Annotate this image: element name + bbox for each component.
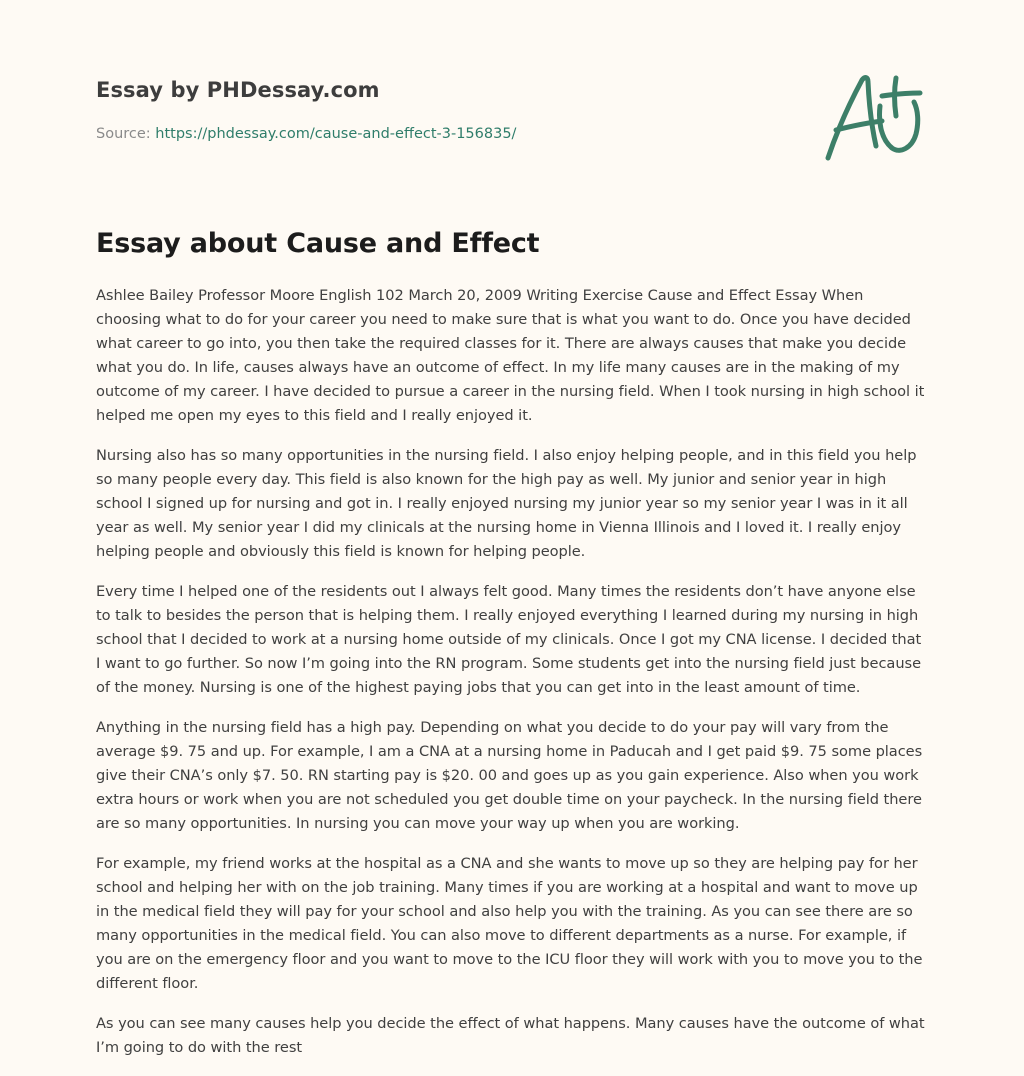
a-plus-logo-icon — [822, 66, 932, 166]
essay-paragraph: As you can see many causes help you decide the effect of what happens. Many causes have the outcome of what I’m going to do with the rest — [96, 1015, 925, 1056]
page-header — [96, 74, 936, 145]
essay-paragraph: For example, my friend works at the hospital as a CNA and she wants to move up so they are helping pay for her school and helping her with on the job training. Many times if you are working at a hospital and want to move up in the medical field they will pay for your school and also help you with the training. As you can see there are so many opportunities in the medical field. You can also move to different departments as a nurse. For example, if you are on the emergency floor and you want to move to the ICU floor they will work with you to move you to the different floor. — [96, 855, 923, 992]
source-line — [96, 123, 936, 145]
essay-body — [96, 284, 928, 1076]
site-title: Essay by PHDessay.com — [96, 78, 380, 102]
essay-paragraph: Anything in the nursing field has a high pay. Depending on what you decide to do your pay will vary from the average $9. 75 and up. For example, I am a CNA at a nursing home in Paducah and I get paid $9. 75 some places give their CNA’s only $7. 50. RN starting pay is $20. 00 and goes up as you gain experience. Also when you work extra hours or work when you are not scheduled you get double time on your paycheck. In the nursing field there are so many opportunities. In nursing you can move your way up when you are working. — [96, 719, 923, 832]
essay-paragraph: Nursing also has so many opportunities in the nursing field. I also enjoy helping people, and in this field you help so many people every day. This field is also known for the high pay as well. My junior and senior year in high school I signed up for nursing and got in. I really enjoyed nursing my junior year so my senior year I was in it all year as well. My senior year I did my clinicals at the nursing home in Vienna Illinois and I loved it. I really enjoy helping people and obviously this field is known for helping people. — [96, 447, 917, 560]
essay-title: Essay about Cause and Effect — [96, 228, 540, 259]
source-link[interactable]: https://phdessay.com/cause-and-effect-3-156835/ — [155, 126, 517, 142]
essay-paragraph: Every time I helped one of the residents out I always felt good. Many times the residents don’t have anyone else to talk to besides the person that is helping them. I really enjoyed everything I learned during my nursing in high school that I decided to work at a nursing home outside of my clinicals. Once I got my CNA license. I decided that I want to go further. So now I’m going into the RN program. Some students get into the nursing field just because of the money. Nursing is one of the highest paying jobs that you can get into in the least amount of time. — [96, 583, 922, 696]
source-label: Source: — [96, 126, 151, 142]
essay-paragraph: Ashlee Bailey Professor Moore English 102 March 20, 2009 Writing Exercise Cause and Effect Essay When choosing what to do for your career you need to make sure that is what you want to do. Once you have decided what career to go into, you then take the required classes for it. There are always causes that make you decide what you do. In life, causes always have an outcome of effect. In my life many causes are in the making of my outcome of my career. I have decided to pursue a career in the nursing field. When I took nursing in high school it helped me open my eyes to this field and I really enjoyed it. — [96, 287, 925, 424]
